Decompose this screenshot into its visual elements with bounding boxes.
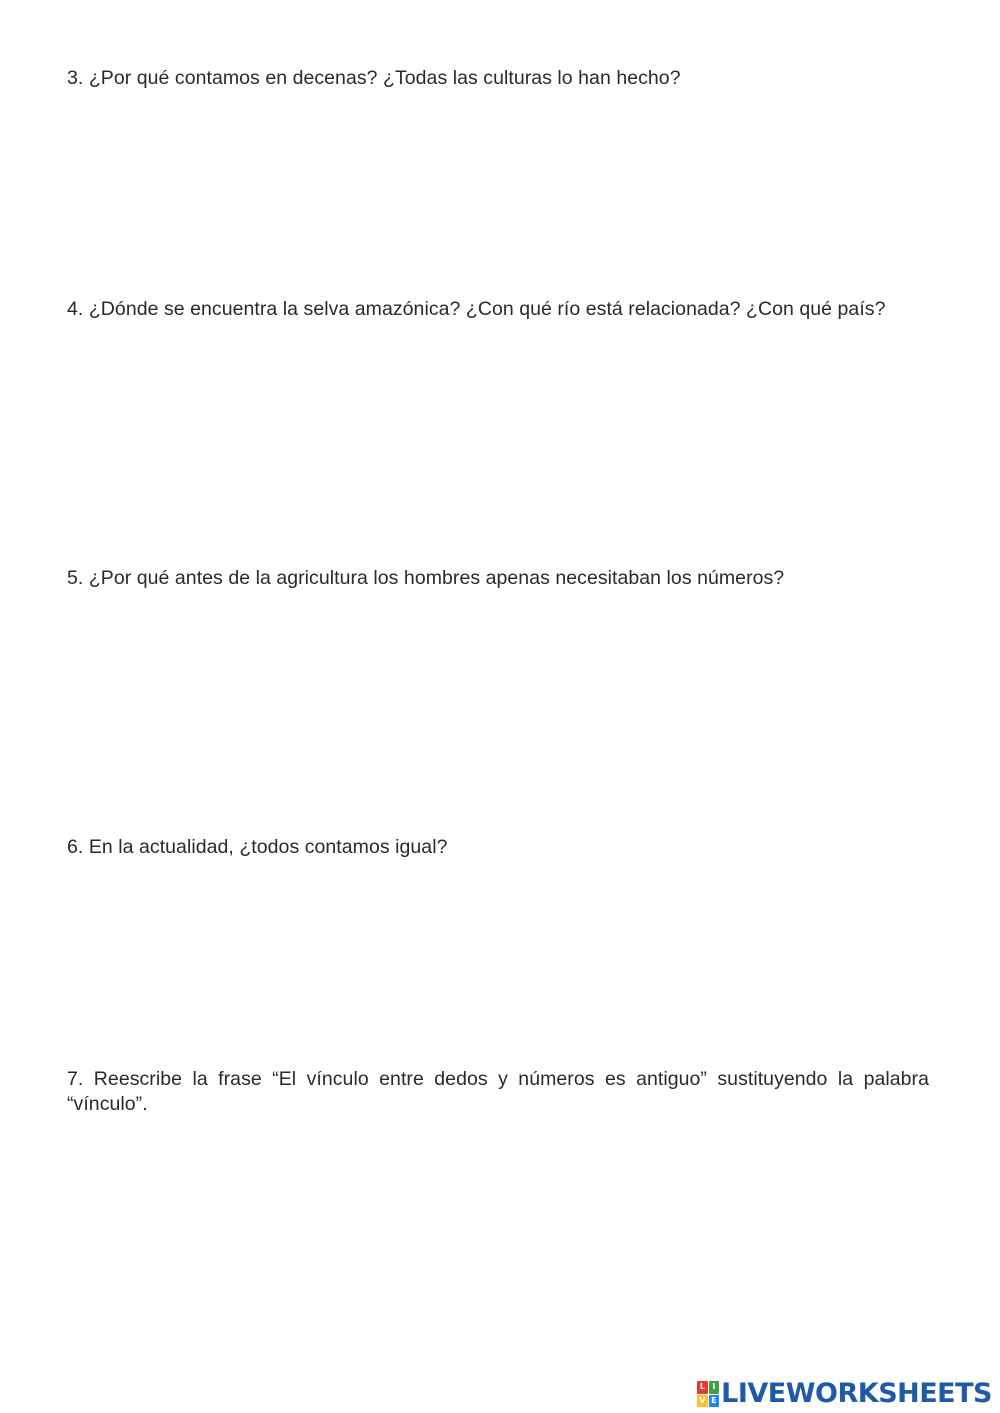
question-4: 4. ¿Dónde se encuentra la selva amazónica? ¿Con qué río está relacionada? ¿Con qué país? [67,298,886,320]
question-6: 6. En la actualidad, ¿todos contamos igual? [67,836,448,858]
question-3: 3. ¿Por qué contamos en decenas? ¿Todas las culturas lo han hecho? [67,67,681,89]
logo-text: LIVEWORKSHEETS [721,1378,992,1409]
logo-mark-letter: I [709,1381,720,1394]
question-7: 7. Reescribe la frase “El vínculo entre dedos y números es antiguo” sustituyendo la palabra “vínculo”. [67,1068,929,1115]
logo-mark-letter: L [697,1381,708,1394]
question-5: 5. ¿Por qué antes de la agricultura los hombres apenas necesitaban los números? [67,567,785,589]
logo-mark-letter: E [709,1395,720,1408]
liveworksheets-logo [697,1378,992,1410]
logo-mark-icon [697,1381,719,1407]
logo-mark-letter: V [697,1395,708,1408]
